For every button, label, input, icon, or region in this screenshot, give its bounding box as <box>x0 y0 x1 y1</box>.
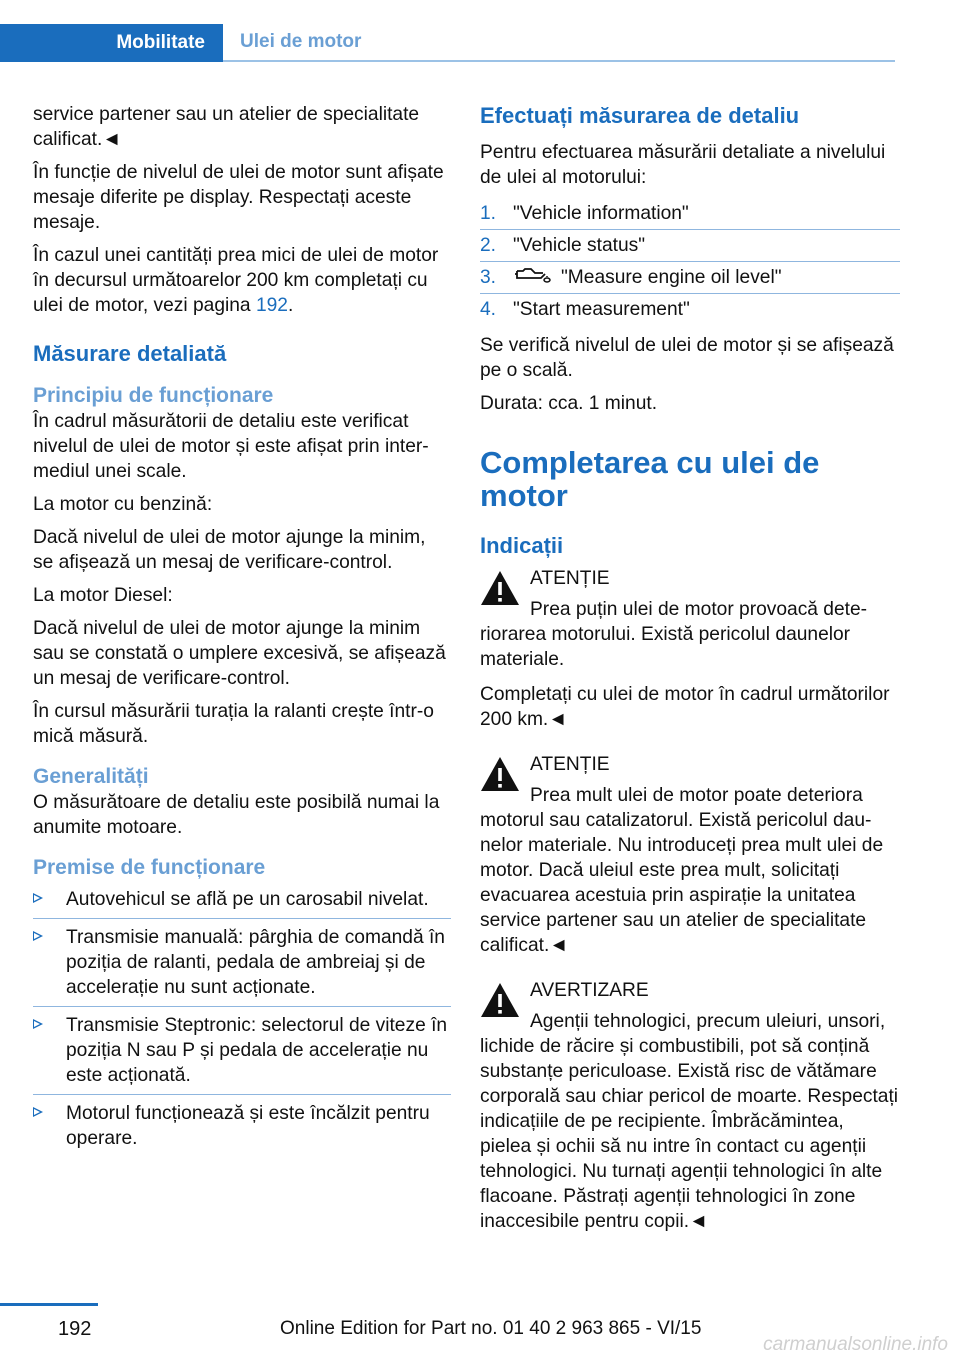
edition-text: Online Edition for Part no. 01 40 2 963 865 - VI/15 <box>280 1318 702 1339</box>
paragraph-end: . <box>287 295 294 316</box>
step-number: 1. <box>480 203 497 224</box>
heading-completarea: Completarea cu ulei de motor <box>480 445 820 513</box>
premise-list <box>33 887 451 1157</box>
list-item-text: Autovehicul se află pe un carosabil nivelat. <box>66 889 429 910</box>
paragraph: La motor cu benzină: <box>33 494 213 515</box>
heading-indicatii: Indicații <box>480 533 564 558</box>
step-number: 4. <box>480 299 497 320</box>
tab-mobilitate[interactable]: Mobilitate <box>0 24 223 62</box>
list-item <box>33 1006 451 1094</box>
warning-body: Prea mult ulei de motor poate deteriora motorul sau catalizatorul. Există pericolul daunelor materiale. Nu introduceți prea mult ulei de motor. Dacă uleiul este prea mult, solicitați evacuarea acestuia prin aspirație la unitatea service partener sau un atelier de specialitate calificat.◄ <box>480 785 884 956</box>
warning-block <box>480 566 900 591</box>
header-tabs <box>0 0 960 62</box>
triangle-bullet-icon <box>33 893 43 903</box>
paragraph: La motor Diesel: <box>33 585 173 606</box>
warning-triangle-icon <box>480 756 520 792</box>
warning-triangle-icon <box>480 570 520 606</box>
step-item <box>480 293 900 325</box>
step-number: 2. <box>480 235 497 256</box>
paragraph: O măsurătoare de detaliu este posibilă numai la anumite motoare. <box>33 792 440 838</box>
step-item <box>480 261 900 293</box>
list-item <box>33 887 451 918</box>
paragraph: Dacă nivelul de ulei de motor ajunge la minim, se afișează un mesaj de verificare-control. <box>33 527 426 573</box>
paragraph: Dacă nivelul de ulei de motor ajunge la minim sau se constată o umplere excesivă, se afișează un mesaj de verificare-control. <box>33 618 446 689</box>
paragraph: În cursul măsurării turația la ralanti crește într-o mică măsură. <box>33 701 434 747</box>
heading-masurare-detaliata: Măsurare detaliată <box>33 341 227 366</box>
vehicle-status-icon <box>513 266 553 286</box>
step-text: "Measure engine oil level" <box>561 267 782 288</box>
step-text: "Start measurement" <box>513 299 690 320</box>
step-text: "Vehicle status" <box>513 235 646 256</box>
step-item <box>480 229 900 261</box>
heading-efectuati: Efectuați măsurarea de detaliu <box>480 103 800 128</box>
paragraph: Se verifică nivelul de ulei de motor și se afișează pe o scală. <box>480 335 894 381</box>
warning-body: Agenții tehnologici, precum uleiuri, unsori, lichide de răcire și combustibili, pot să conțină substanțe periculoase. Există risc de vătămare corporală sau chiar pericol de moarte. Respectați indicațiile de pe recipiente. Îmbrăcămintea, pielea și ochii să nu intre în contact cu agenții tehnologici. Nu turnați agenții tehnologici în alte flacoane. Păstrați agenții tehnologici în zone inaccesibile pentru copii.◄ <box>480 1011 899 1232</box>
page-number: 192 <box>58 1318 92 1340</box>
paragraph: service partener sau un atelier de specialitate calificat.◄ <box>33 104 420 150</box>
triangle-bullet-icon <box>33 931 43 941</box>
paragraph: În cadrul măsurătorii de detaliu este verificat nivelul de ulei de motor și este afișat prin intermediul unei scale. <box>33 411 429 482</box>
heading-premise: Premise de funcționare <box>33 856 266 879</box>
warning-block <box>480 752 900 777</box>
list-item <box>33 1094 451 1157</box>
paragraph-text: În cazul unei cantități prea mici de ulei de motor în decursul următoarelor 200 km completați cu ulei de motor, vezi pagina <box>33 245 439 316</box>
warning-block <box>480 978 900 1003</box>
page-link[interactable]: 192 <box>255 295 288 316</box>
tab-ulei-de-motor[interactable]: Ulei de motor <box>223 24 895 62</box>
triangle-bullet-icon <box>33 1107 43 1117</box>
left-column <box>33 102 451 1157</box>
steps-list <box>480 198 900 325</box>
warning-body: Prea puțin ulei de motor provoacă deteriorarea motorului. Există pericolul daunelor materiale. <box>480 599 868 670</box>
warning-triangle-icon <box>480 982 520 1018</box>
warning-title: AVERTIZARE <box>530 980 649 1001</box>
warning-title: ATENȚIE <box>530 568 610 589</box>
paragraph <box>33 243 451 318</box>
paragraph: În funcție de nivelul de ulei de motor sunt afișate mesaje diferite pe display. Respectați aceste mesaje. <box>33 162 444 233</box>
right-column <box>480 102 900 1244</box>
watermark: carmanualsonline.info <box>763 1334 948 1355</box>
paragraph: Completați cu ulei de motor în cadrul următorilor 200 km.◄ <box>480 684 890 730</box>
step-number: 3. <box>480 267 497 288</box>
list-item <box>33 918 451 1006</box>
triangle-bullet-icon <box>33 1019 43 1029</box>
list-item-text: Transmisie Steptronic: selectorul de viteze în poziția N sau P și pedala de accelerație nu este acționată. <box>66 1015 448 1086</box>
step-text: "Vehicle information" <box>513 203 689 224</box>
heading-principiu: Principiu de funcționare <box>33 384 274 407</box>
list-item-text: Motorul funcționează și este încălzit pentru operare. <box>66 1103 430 1149</box>
paragraph: Durata: cca. 1 minut. <box>480 393 658 414</box>
paragraph: Pentru efectuarea măsurării detaliate a nivelului de ulei al motorului: <box>480 142 886 188</box>
list-item-text: Transmisie manuală: pârghia de comandă în poziția de ralanti, pedala de ambreiaj și de accelerație nu sunt acționate. <box>66 927 445 998</box>
warning-title: ATENȚIE <box>530 754 610 775</box>
footer-divider <box>0 1303 98 1306</box>
heading-generalitati: Generalități <box>33 765 149 788</box>
step-item <box>480 198 900 229</box>
